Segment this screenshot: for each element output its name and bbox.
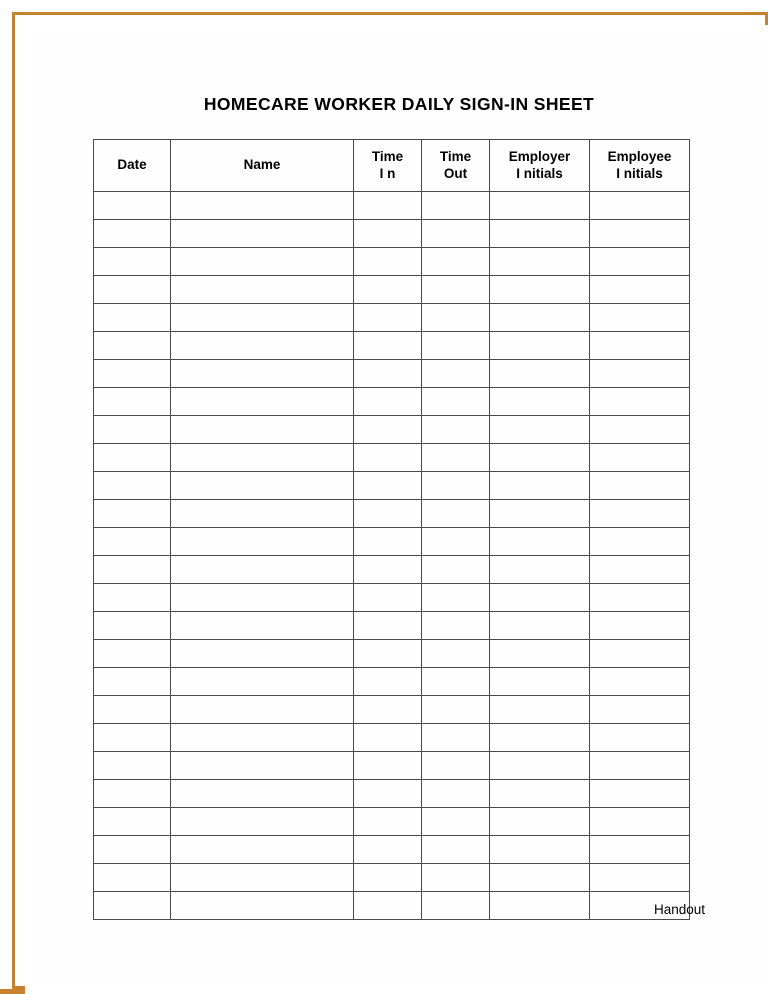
cell-time-out[interactable]: [422, 192, 490, 220]
cell-employer-initials[interactable]: [490, 780, 590, 808]
cell-date[interactable]: [94, 444, 171, 472]
cell-name[interactable]: [171, 304, 354, 332]
cell-time-in[interactable]: [354, 836, 422, 864]
cell-employer-initials[interactable]: [490, 724, 590, 752]
cell-time-in[interactable]: [354, 248, 422, 276]
cell-date[interactable]: [94, 500, 171, 528]
column-header-time-in-line1: Time: [371, 149, 404, 165]
cell-employee-initials[interactable]: [590, 668, 690, 696]
cell-time-out[interactable]: [422, 892, 490, 920]
cell-date[interactable]: [94, 836, 171, 864]
cell-date[interactable]: [94, 668, 171, 696]
cell-name[interactable]: [171, 892, 354, 920]
cell-employer-initials[interactable]: [490, 220, 590, 248]
table-row: [94, 528, 690, 556]
cell-time-out[interactable]: [422, 360, 490, 388]
cell-employee-initials[interactable]: [590, 304, 690, 332]
table-row: [94, 360, 690, 388]
cell-time-in[interactable]: [354, 752, 422, 780]
cell-employer-initials[interactable]: [490, 444, 590, 472]
column-header-time-out: [422, 140, 490, 192]
table-header: [94, 140, 690, 192]
cell-name[interactable]: [171, 332, 354, 360]
table-row: [94, 668, 690, 696]
column-header-employer-initials: [490, 140, 590, 192]
cell-employee-initials[interactable]: [590, 416, 690, 444]
cell-employer-initials[interactable]: [490, 276, 590, 304]
cell-employer-initials[interactable]: [490, 696, 590, 724]
cell-name[interactable]: [171, 724, 354, 752]
cell-time-in[interactable]: [354, 388, 422, 416]
cell-date[interactable]: [94, 472, 171, 500]
cell-name[interactable]: [171, 248, 354, 276]
cell-employer-initials[interactable]: [490, 752, 590, 780]
page-title: HOMECARE WORKER DAILY SIGN-IN SHEET: [203, 94, 595, 114]
cell-employer-initials[interactable]: [490, 388, 590, 416]
cell-time-out[interactable]: [422, 612, 490, 640]
column-header-employer-initials-line1: Employer: [508, 149, 571, 165]
cell-time-out[interactable]: [422, 808, 490, 836]
cell-name[interactable]: [171, 192, 354, 220]
cell-time-out[interactable]: [422, 556, 490, 584]
cell-employee-initials[interactable]: [590, 528, 690, 556]
cell-employer-initials[interactable]: [490, 808, 590, 836]
cell-name[interactable]: [171, 276, 354, 304]
column-header-time-out-line1: Time: [439, 149, 472, 165]
cell-time-out[interactable]: [422, 416, 490, 444]
table-row: [94, 696, 690, 724]
cell-time-in[interactable]: [354, 556, 422, 584]
cell-name[interactable]: [171, 640, 354, 668]
cell-employee-initials[interactable]: [590, 388, 690, 416]
cell-employee-initials[interactable]: [590, 444, 690, 472]
cell-time-in[interactable]: [354, 192, 422, 220]
cell-date[interactable]: [94, 612, 171, 640]
cell-date[interactable]: [94, 808, 171, 836]
table-row: [94, 248, 690, 276]
table-row: [94, 388, 690, 416]
cell-employer-initials[interactable]: [490, 584, 590, 612]
cell-time-out[interactable]: [422, 332, 490, 360]
table-row: [94, 332, 690, 360]
cell-date[interactable]: [94, 248, 171, 276]
cell-time-in[interactable]: [354, 220, 422, 248]
cell-time-out[interactable]: [422, 220, 490, 248]
cell-name[interactable]: [171, 388, 354, 416]
column-header-employer-initials-line2: I nitials: [516, 165, 563, 181]
cell-time-out[interactable]: [422, 780, 490, 808]
cell-employee-initials[interactable]: [590, 332, 690, 360]
cell-employee-initials[interactable]: [590, 192, 690, 220]
table-row: [94, 304, 690, 332]
cell-name[interactable]: [171, 472, 354, 500]
table-row: [94, 836, 690, 864]
cell-name[interactable]: [171, 556, 354, 584]
cell-time-out[interactable]: [422, 696, 490, 724]
cell-employer-initials[interactable]: [490, 892, 590, 920]
table-row: [94, 612, 690, 640]
cell-date[interactable]: [94, 276, 171, 304]
table-row: [94, 864, 690, 892]
column-header-time-out-line2: Out: [443, 165, 468, 181]
cell-time-in[interactable]: [354, 640, 422, 668]
cell-date[interactable]: [94, 864, 171, 892]
page-border-frame: [12, 12, 768, 989]
cell-time-in[interactable]: [354, 892, 422, 920]
cell-employer-initials[interactable]: [490, 332, 590, 360]
table-row: [94, 808, 690, 836]
cell-time-in[interactable]: [354, 696, 422, 724]
footer-note: Handout: [653, 902, 705, 917]
cell-name[interactable]: [171, 780, 354, 808]
cell-employee-initials[interactable]: [590, 472, 690, 500]
cell-date[interactable]: [94, 388, 171, 416]
cell-date[interactable]: [94, 332, 171, 360]
cell-employee-initials[interactable]: [590, 220, 690, 248]
column-header-date: Date: [94, 140, 171, 192]
column-header-name: Name: [171, 140, 354, 192]
cell-employee-initials[interactable]: [590, 864, 690, 892]
cell-time-out[interactable]: [422, 584, 490, 612]
cell-employer-initials[interactable]: [490, 416, 590, 444]
cell-name[interactable]: [171, 500, 354, 528]
cell-name[interactable]: [171, 612, 354, 640]
cell-time-in[interactable]: [354, 332, 422, 360]
cell-employee-initials[interactable]: [590, 500, 690, 528]
cell-time-in[interactable]: [354, 864, 422, 892]
cell-name[interactable]: [171, 808, 354, 836]
table-header-row: [94, 140, 690, 192]
column-header-employee-initials: [590, 140, 690, 192]
table-row: [94, 584, 690, 612]
column-header-time-in-line2: I n: [379, 165, 396, 181]
cell-name[interactable]: [171, 360, 354, 388]
column-header-employee-initials-line2: I nitials: [616, 165, 663, 181]
table-row: [94, 780, 690, 808]
cell-employer-initials[interactable]: [490, 360, 590, 388]
cell-time-in[interactable]: [354, 360, 422, 388]
cell-name[interactable]: [171, 528, 354, 556]
cell-date[interactable]: [94, 892, 171, 920]
cell-employee-initials[interactable]: [590, 584, 690, 612]
table-row: [94, 556, 690, 584]
cell-time-out[interactable]: [422, 304, 490, 332]
table-row: [94, 444, 690, 472]
cell-employee-initials[interactable]: [590, 612, 690, 640]
cell-date[interactable]: [94, 752, 171, 780]
table-row: [94, 640, 690, 668]
cell-time-in[interactable]: [354, 304, 422, 332]
cell-time-out[interactable]: [422, 640, 490, 668]
cell-employer-initials[interactable]: [490, 304, 590, 332]
cell-time-in[interactable]: [354, 808, 422, 836]
cell-employee-initials[interactable]: [590, 808, 690, 836]
table-row: [94, 892, 690, 920]
cell-time-in[interactable]: [354, 276, 422, 304]
cell-name[interactable]: [171, 220, 354, 248]
cell-date[interactable]: [94, 360, 171, 388]
cell-time-out[interactable]: [422, 668, 490, 696]
cell-employer-initials[interactable]: [490, 528, 590, 556]
cell-employer-initials[interactable]: [490, 836, 590, 864]
cell-date[interactable]: [94, 556, 171, 584]
column-header-time-in: [354, 140, 422, 192]
table-row: [94, 416, 690, 444]
cell-employee-initials[interactable]: [590, 752, 690, 780]
cell-time-out[interactable]: [422, 500, 490, 528]
cell-name[interactable]: [171, 696, 354, 724]
cell-employer-initials[interactable]: [490, 500, 590, 528]
cell-time-out[interactable]: [422, 836, 490, 864]
cell-time-out[interactable]: [422, 276, 490, 304]
cell-date[interactable]: [94, 724, 171, 752]
cell-employee-initials[interactable]: [590, 724, 690, 752]
cell-date[interactable]: [94, 696, 171, 724]
cell-time-out[interactable]: [422, 864, 490, 892]
cell-employer-initials[interactable]: [490, 668, 590, 696]
table-row: [94, 472, 690, 500]
table-row: [94, 276, 690, 304]
cell-time-out[interactable]: [422, 528, 490, 556]
cell-employee-initials[interactable]: [590, 276, 690, 304]
cell-employee-initials[interactable]: [590, 360, 690, 388]
cell-time-in[interactable]: [354, 472, 422, 500]
cell-time-out[interactable]: [422, 724, 490, 752]
cell-time-out[interactable]: [422, 248, 490, 276]
cell-time-out[interactable]: [422, 472, 490, 500]
cell-date[interactable]: [94, 416, 171, 444]
cell-date[interactable]: [94, 192, 171, 220]
cell-name[interactable]: [171, 584, 354, 612]
table-row: [94, 752, 690, 780]
cell-time-in[interactable]: [354, 612, 422, 640]
cell-time-in[interactable]: [354, 668, 422, 696]
cell-time-in[interactable]: [354, 724, 422, 752]
cell-employee-initials[interactable]: [590, 556, 690, 584]
cell-time-in[interactable]: [354, 500, 422, 528]
table-row: [94, 220, 690, 248]
cell-employer-initials[interactable]: [490, 248, 590, 276]
cell-name[interactable]: [171, 416, 354, 444]
cell-employee-initials[interactable]: [590, 640, 690, 668]
cell-employer-initials[interactable]: [490, 864, 590, 892]
cell-time-in[interactable]: [354, 584, 422, 612]
cell-employee-initials[interactable]: [590, 780, 690, 808]
cell-name[interactable]: [171, 444, 354, 472]
cell-employer-initials[interactable]: [490, 612, 590, 640]
sign-in-table: [93, 139, 690, 920]
cell-name[interactable]: [171, 836, 354, 864]
table-body: [94, 192, 690, 920]
cell-date[interactable]: [94, 780, 171, 808]
cell-time-out[interactable]: [422, 752, 490, 780]
cell-time-out[interactable]: [422, 388, 490, 416]
cell-date[interactable]: [94, 304, 171, 332]
cell-employer-initials[interactable]: [490, 640, 590, 668]
cell-date[interactable]: [94, 584, 171, 612]
cell-name[interactable]: [171, 752, 354, 780]
table-row: [94, 724, 690, 752]
cell-time-in[interactable]: [354, 528, 422, 556]
cell-time-in[interactable]: [354, 416, 422, 444]
table-row: [94, 192, 690, 220]
cell-name[interactable]: [171, 864, 354, 892]
cell-employer-initials[interactable]: [490, 556, 590, 584]
cell-employee-initials[interactable]: [590, 248, 690, 276]
cell-employee-initials[interactable]: [590, 836, 690, 864]
table-row: [94, 500, 690, 528]
cell-date[interactable]: [94, 640, 171, 668]
cell-time-in[interactable]: [354, 780, 422, 808]
cell-date[interactable]: [94, 220, 171, 248]
document-page: [25, 25, 768, 994]
cell-time-in[interactable]: [354, 444, 422, 472]
cell-employer-initials[interactable]: [490, 472, 590, 500]
cell-time-out[interactable]: [422, 444, 490, 472]
cell-employer-initials[interactable]: [490, 192, 590, 220]
column-header-employee-initials-line1: Employee: [607, 149, 672, 165]
cell-name[interactable]: [171, 668, 354, 696]
cell-date[interactable]: [94, 528, 171, 556]
sign-in-sheet: [36, 36, 762, 983]
cell-employee-initials[interactable]: [590, 696, 690, 724]
